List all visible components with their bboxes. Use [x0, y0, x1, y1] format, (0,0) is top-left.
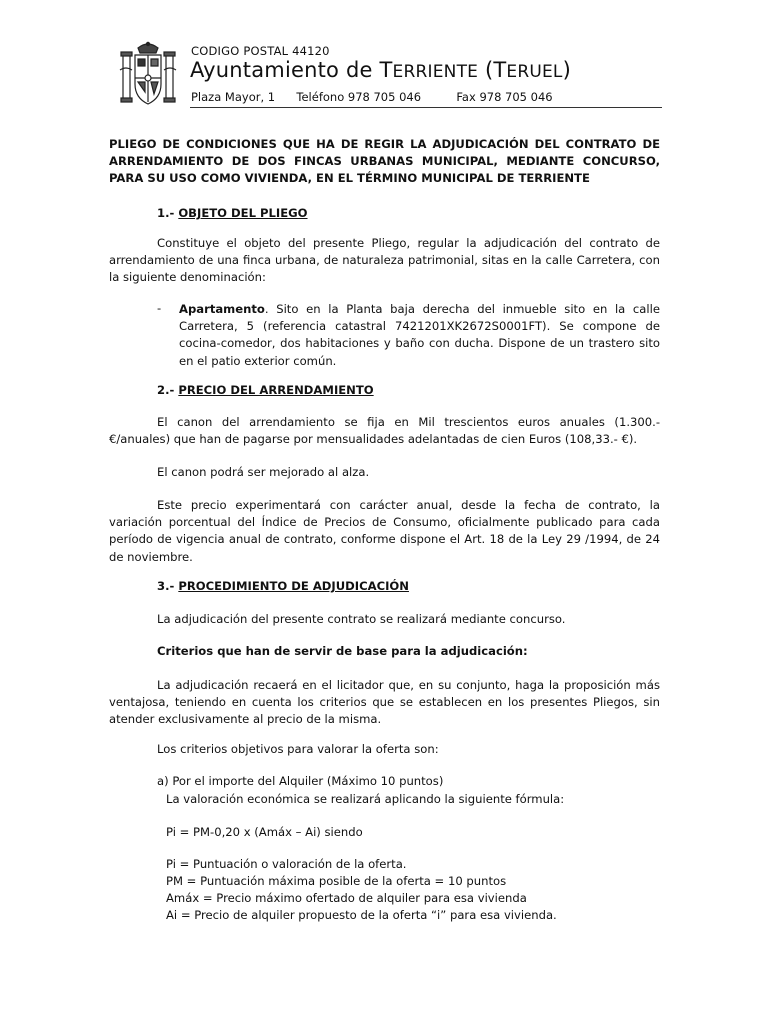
postal-code: CODIGO POSTAL 44120	[191, 44, 330, 58]
section-2-paragraph-1: El canon del arrendamiento se fija en Mil trescientos euros anuales (1.300.- €/anuales) que han de pagarse por mensualidades adelantadas de cien Euros (108,33.- €).	[109, 415, 660, 447]
section-1-paragraph: Constituye el objeto del presente Pliego, regular la adjudicación del contrato de arrendamiento de una finca urbana, de naturaleza patrimonial, sitas en la calle Carretera, con la siguiente denominación:	[109, 236, 660, 285]
phone: Teléfono 978 705 046	[296, 90, 422, 104]
section-title: PRECIO DEL ARRENDAMIENTO	[178, 383, 374, 397]
definition-ai: Ai = Precio de alquiler propuesto de la oferta “i” para esa vivienda.	[166, 908, 557, 922]
section-title: PROCEDIMIENTO DE ADJUDICACIÓN	[178, 579, 409, 593]
list-item-apartamento	[179, 301, 660, 370]
title-part: Ayuntamiento de	[190, 58, 380, 82]
title-part: T	[379, 58, 393, 82]
definition-amax: Amáx = Precio máximo ofertado de alquiler para esa vivienda	[166, 891, 527, 905]
section-number: 3.-	[157, 579, 179, 593]
letterhead-address-line	[191, 90, 553, 104]
title-part: ERRIENTE	[392, 62, 479, 82]
section-3-paragraph-1: La adjudicación del presente contrato se realizará mediante concurso.	[157, 612, 566, 626]
address: Plaza Mayor, 1	[191, 90, 276, 104]
section-2-heading	[157, 383, 374, 397]
section-number: 2.-	[157, 383, 179, 397]
section-2-paragraph-2: El canon podrá ser mejorado al alza.	[157, 465, 370, 479]
fax: Fax 978 705 046	[456, 90, 553, 104]
letterhead-divider	[190, 107, 662, 108]
definition-pm: PM = Puntuación máxima posible de la oferta = 10 puntos	[166, 874, 507, 888]
section-3-paragraph-2: La adjudicación recaerá en el licitador que, en su conjunto, haga la proposición más ventajosa, teniendo en cuenta los criterios que se establecen en los presentes Pliegos, sin atender exclusivamente al precio de la misma.	[109, 678, 660, 727]
criterion-a-description: La valoración económica se realizará aplicando la siguiente fórmula:	[166, 792, 565, 806]
section-3-paragraph-3: Los criterios objetivos para valorar la oferta son:	[157, 742, 439, 756]
letterhead-title	[190, 58, 571, 82]
title-part: )	[562, 58, 572, 82]
item-name: Apartamento	[179, 302, 265, 316]
section-title: OBJETO DEL PLIEGO	[178, 206, 308, 220]
document-heading: PLIEGO DE CONDICIONES QUE HA DE REGIR LA ADJUDICACIÓN DEL CONTRATO DE ARRENDAMIENTO DE DOS FINCAS URBANAS MUNICIPAL, MEDIANTE CONCURSO, PARA SU USO COMO VIVIENDA, EN EL TÉRMINO MUNICIPAL DE TERRIENTE	[109, 137, 660, 186]
section-number: 1.-	[157, 206, 179, 220]
definition-pi: Pi = Puntuación o valoración de la oferta.	[166, 857, 407, 871]
title-part: (T	[478, 58, 507, 82]
section-1-heading	[157, 206, 308, 220]
section-2-paragraph-3: Este precio experimentará con carácter anual, desde la fecha de contrato, la variación porcentual del Índice de Precios de Consumo, oficialmente publicado para cada período de vigencia anual de contrato, conforme dispone el Art. 18 de la Ley 29 /1994, de 24 de noviembre.	[109, 498, 660, 564]
criteria-heading: Criterios que han de servir de base para la adjudicación:	[157, 644, 528, 658]
item-description: . Sito en la Planta baja derecha del inmueble sito en la calle Carretera, 5 (referencia catastral 7421201XK2672S0001FT). Se compone de cocina-comedor, dos habitaciones y baño con ducha. Dispone de un trastero sito en el patio exterior común.	[179, 302, 660, 368]
coat-of-arms-icon	[118, 40, 178, 110]
list-dash: -	[157, 301, 162, 315]
criterion-a-label: a) Por el importe del Alquiler (Máximo 10 puntos)	[157, 774, 444, 788]
section-3-heading	[157, 579, 409, 593]
formula: Pi = PM-0,20 x (Amáx – Ai) siendo	[166, 825, 363, 839]
title-part: ERUEL	[506, 62, 563, 82]
